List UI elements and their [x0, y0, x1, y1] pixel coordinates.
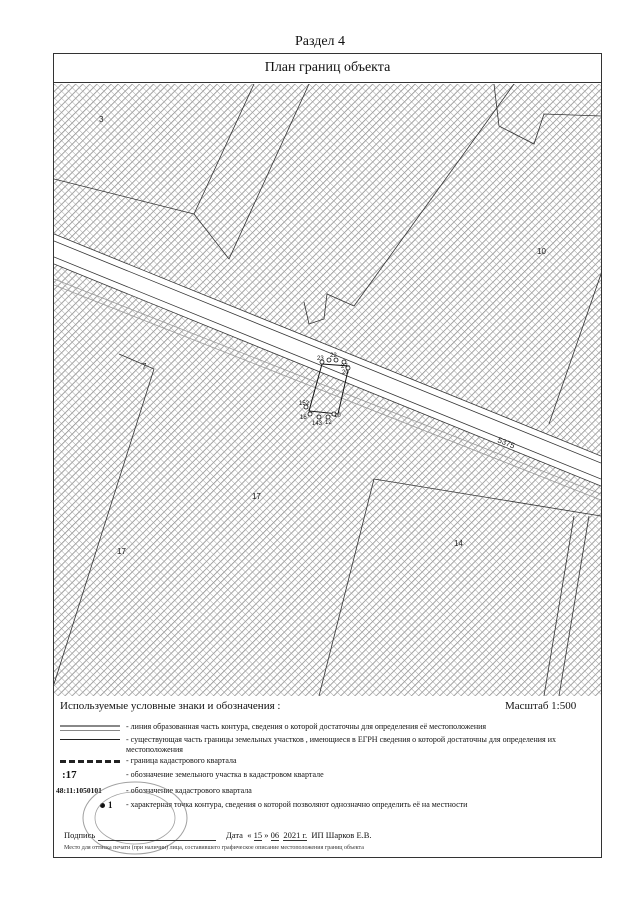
point-label: 143: [312, 421, 323, 427]
legend-point-number: 1: [108, 800, 113, 810]
map-label: 14: [454, 539, 463, 548]
signer-name: ИП Шарков Е.В.: [311, 830, 372, 840]
legend-text: - характерная точка контура, сведения о которой позволяют однозначно определить её на местности: [126, 800, 468, 809]
date-year: 2021 г.: [283, 830, 308, 840]
map-canvas: [54, 84, 601, 696]
legend-text: - обозначение земельного участка в кадастровом квартале: [126, 770, 324, 779]
parcel-area-crosshatch: [54, 84, 601, 696]
legend-text: - линия образованная часть контура, сведения о которой достаточны для определения её местоположения: [126, 722, 487, 731]
map-label: 7: [142, 362, 147, 371]
date-month: 06: [270, 830, 280, 840]
point-label: 12: [325, 420, 332, 426]
signature-label: Подпись: [64, 830, 96, 840]
map-label: 3: [99, 115, 104, 124]
legend-symbol: 48:11:1050101: [56, 786, 102, 795]
point-label: 16: [300, 415, 307, 421]
section-title: Раздел 4: [294, 34, 346, 49]
point-label: 10: [334, 413, 341, 419]
map-label: 17: [117, 547, 126, 556]
scale-label: Масштаб 1:500: [505, 700, 577, 712]
date-block: Дата « 15 » 06 2021 г. ИП Шарков Е.В.: [226, 830, 372, 840]
legend-text: - существующая часть границы земельных участков , имеющиеся в ЕГРН сведения о которой достаточны для определения их местоположения: [126, 735, 556, 754]
point-label: 23: [317, 356, 324, 362]
point-label: 20: [342, 370, 349, 376]
legend-symbol: [60, 739, 120, 742]
date-label: Дата: [226, 830, 243, 840]
point-label: 27: [341, 364, 348, 370]
legend-text: - обозначение кадастрового квартала: [126, 786, 252, 795]
signature-line: [98, 840, 216, 841]
date-day: 15: [253, 830, 263, 840]
footnote: Место для оттиска печати (при наличии) лица, составившего графическое описание местоположения границ объекта: [64, 845, 364, 851]
map-label: 5375: [496, 435, 517, 451]
legend-text: - граница кадастрового квартала: [126, 756, 237, 765]
map-label: 17: [252, 492, 261, 501]
page-title: План границ объекта: [53, 53, 602, 83]
legend-symbol: :17: [62, 769, 77, 781]
point-label: 152: [299, 401, 310, 407]
legend-symbol: [60, 725, 120, 731]
legend-heading: Используемые условные знаки и обозначения :: [60, 700, 281, 712]
legend-symbol: [60, 760, 120, 765]
map-label: 10: [537, 247, 546, 256]
point-label: 22: [330, 353, 337, 359]
boundary-map: [54, 84, 601, 696]
